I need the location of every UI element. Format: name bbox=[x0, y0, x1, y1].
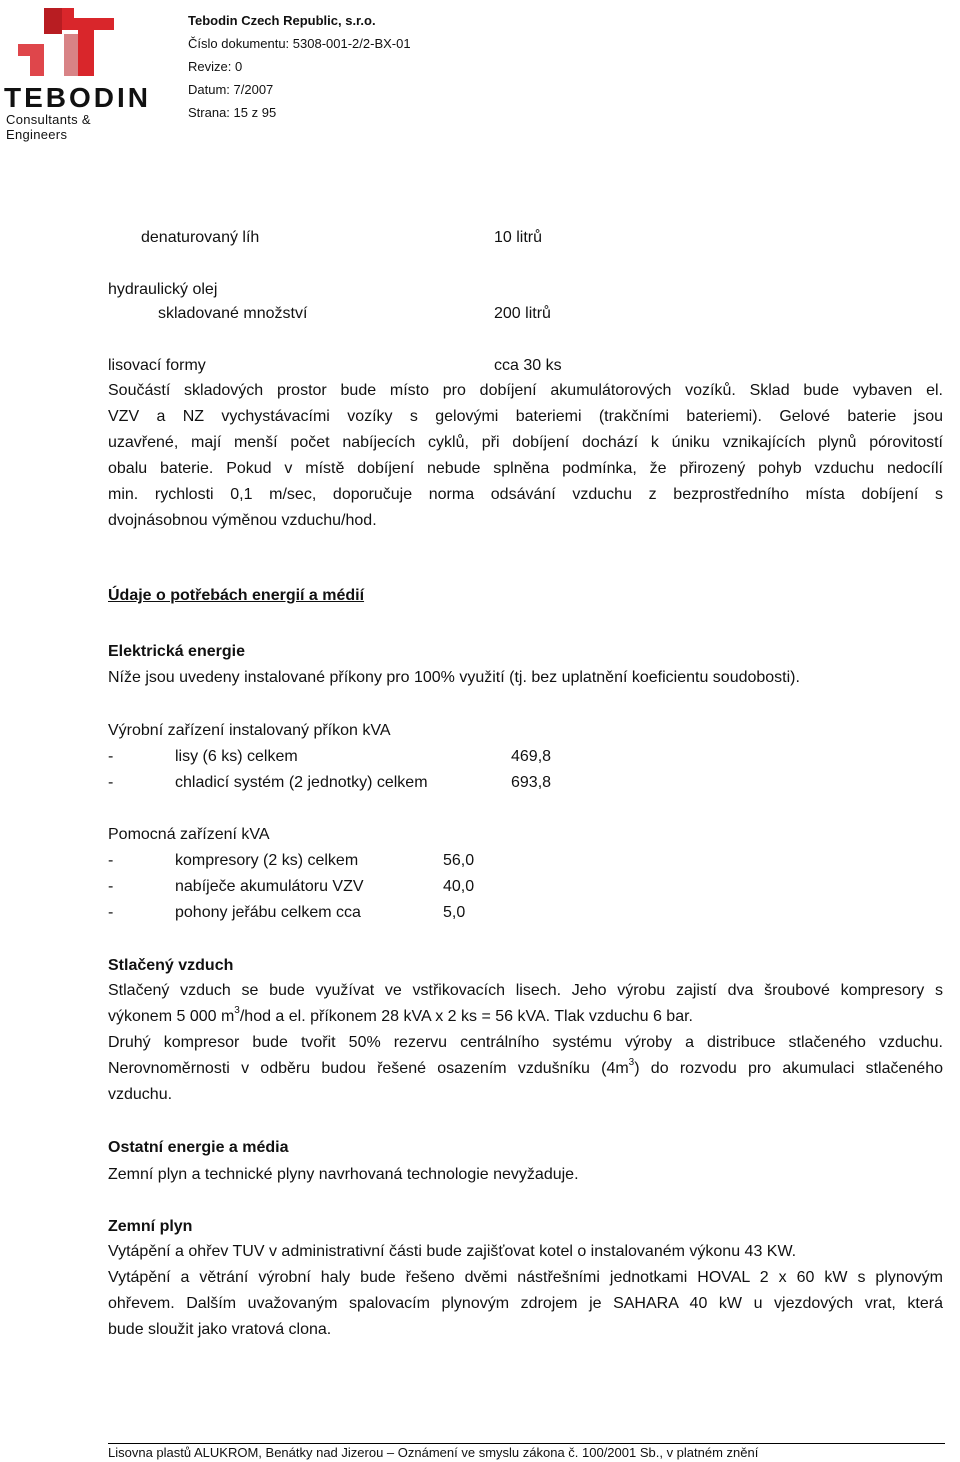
list-item-label: kompresory (2 ks) celkem bbox=[175, 852, 359, 869]
para1-line: VZV a NZ vychystávacími vozíky s gelovými bateriemi (trakčními bateriemi). Gelové baterie jsou bbox=[108, 408, 943, 425]
para1-line: obalu baterie. Pokud v místě dobíjení nebude splněna podmínka, že přirozený pohyb vzduchu nedocílí bbox=[108, 460, 943, 477]
energy-heading: Údaje o potřebách energií a médií bbox=[108, 587, 365, 604]
storage-row3-value: cca 30 ks bbox=[494, 357, 562, 374]
footer-divider bbox=[108, 1443, 945, 1444]
list-dash: - bbox=[108, 904, 114, 921]
list-item-value: 693,8 bbox=[511, 774, 552, 791]
header-info bbox=[188, 13, 411, 128]
electric-heading: Elektrická energie bbox=[108, 643, 245, 660]
gas-line: ohřevem. Dalším uvažovaným spalovacím plynovým zdrojem je SAHARA 40 kW u vjezdových vrat, která bbox=[108, 1295, 943, 1312]
air-line: vzduchu. bbox=[108, 1086, 173, 1103]
gas-heading: Zemní plyn bbox=[108, 1218, 193, 1235]
para1-line: uzavřené, mají menší počet nabíjecích cyklů, při dobíjení dochází k úniku vznikajících plynů pórovitostí bbox=[108, 434, 943, 451]
list-dash: - bbox=[108, 748, 114, 765]
electric-intro: Níže jsou uvedeny instalované příkony pro 100% využití (tj. bez uplatnění koeficientu soudobosti). bbox=[108, 669, 800, 686]
list-item bbox=[108, 773, 113, 793]
storage-row2-sub: skladované množství bbox=[158, 305, 308, 322]
air-line: Nerovnoměrnosti v odběru budou řešené osazením vzdušníku $(4m^3)$ do rozvodu pro akumulaci stlačeného bbox=[108, 1056, 943, 1077]
air-line: Stlačený vzduch se bude využívat ve vstřikovacích lisech. Jeho výrobu zajistí dva šroubové kompresory s bbox=[108, 982, 943, 999]
document-number: Číslo dokumentu: 5308-001-2/2-BX-01 bbox=[188, 36, 411, 51]
air-line: Druhý kompresor bude tvořit 50% rezervu centrálního systému výroby a distribuce stlačeného vzduchu. bbox=[108, 1034, 943, 1051]
logo-wordmark: TEBODIN bbox=[4, 82, 151, 113]
list-item bbox=[108, 903, 113, 923]
list-dash: - bbox=[108, 852, 114, 869]
list-item-value: 469,8 bbox=[511, 748, 552, 765]
company-name: Tebodin Czech Republic, s.r.o. bbox=[188, 13, 376, 28]
production-title: Výrobní zařízení instalovaný příkon kVA bbox=[108, 722, 391, 739]
gas-paragraph bbox=[108, 1239, 943, 1343]
storage-row2-label: hydraulický olej bbox=[108, 281, 218, 298]
gas-line: bude sloužit jako vratová clona. bbox=[108, 1321, 332, 1338]
logo-tagline: Consultants & Engineers bbox=[6, 112, 91, 142]
storage-row1-label: denaturovaný líh bbox=[141, 229, 260, 246]
para1-line: min. rychlosti 0,1 m/sec, doporučuje norma odsávání vzduchu z bezprostředního místa dobíjení s bbox=[108, 486, 943, 503]
charging-paragraph bbox=[108, 378, 943, 534]
para1-line: Součástí skladových prostor bude místo pro dobíjení akumulátorových vozíků. Sklad bude vybaven el. bbox=[108, 382, 943, 399]
gas-line: Vytápění a ohřev TUV v administrativní části bude zajišťovat kotel o instalovaném výkonu 43 KW. bbox=[108, 1243, 797, 1260]
page-number: Strana: 15 z 95 bbox=[188, 105, 277, 120]
storage-row1-value: 10 litrů bbox=[494, 229, 543, 246]
air-line: výkonem 5 000 $m^3$/hod a el. příkonem 28 kVA x 2 ks = 56 kVA. Tlak vzduchu 6 bar. bbox=[108, 1004, 693, 1025]
list-item-label: nabíječe akumulátoru VZV bbox=[175, 878, 364, 895]
tebodin-logo-mark-icon bbox=[4, 4, 154, 86]
list-item-value: 56,0 bbox=[443, 852, 475, 869]
other-heading: Ostatní energie a média bbox=[108, 1139, 289, 1156]
other-text: Zemní plyn a technické plyny navrhovaná technologie nevyžaduje. bbox=[108, 1166, 579, 1183]
list-item-label: chladicí systém (2 jednotky) celkem bbox=[175, 774, 428, 791]
list-item-label: pohony jeřábu celkem cca bbox=[175, 904, 361, 921]
list-item-value: 40,0 bbox=[443, 878, 475, 895]
storage-row3-label: lisovací formy bbox=[108, 357, 206, 374]
company-logo bbox=[4, 4, 154, 142]
date: Datum: 7/2007 bbox=[188, 82, 274, 97]
air-heading: Stlačený vzduch bbox=[108, 957, 234, 974]
list-item bbox=[108, 851, 113, 871]
gas-line: Vytápění a větrání výrobní haly bude řešeno dvěmi nástřešními jednotkami HOVAL 2 x 60 kW s plynovým bbox=[108, 1269, 943, 1286]
air-paragraph bbox=[108, 978, 943, 1108]
list-item bbox=[108, 747, 113, 767]
list-item-value: 5,0 bbox=[443, 904, 466, 921]
para1-line: dvojnásobnou výměnou vzduchu/hod. bbox=[108, 512, 377, 529]
list-dash: - bbox=[108, 878, 114, 895]
revision: Revize: 0 bbox=[188, 59, 243, 74]
list-dash: - bbox=[108, 774, 114, 791]
auxiliary-title: Pomocná zařízení kVA bbox=[108, 826, 270, 843]
list-item-label: lisy (6 ks) celkem bbox=[175, 748, 298, 765]
list-item bbox=[108, 877, 113, 897]
storage-row2-value: 200 litrů bbox=[494, 305, 551, 322]
footer-text: Lisovna plastů ALUKROM, Benátky nad Jizerou – Oznámení ve smyslu zákona č. 100/2001 Sb., v platném znění bbox=[108, 1445, 759, 1460]
